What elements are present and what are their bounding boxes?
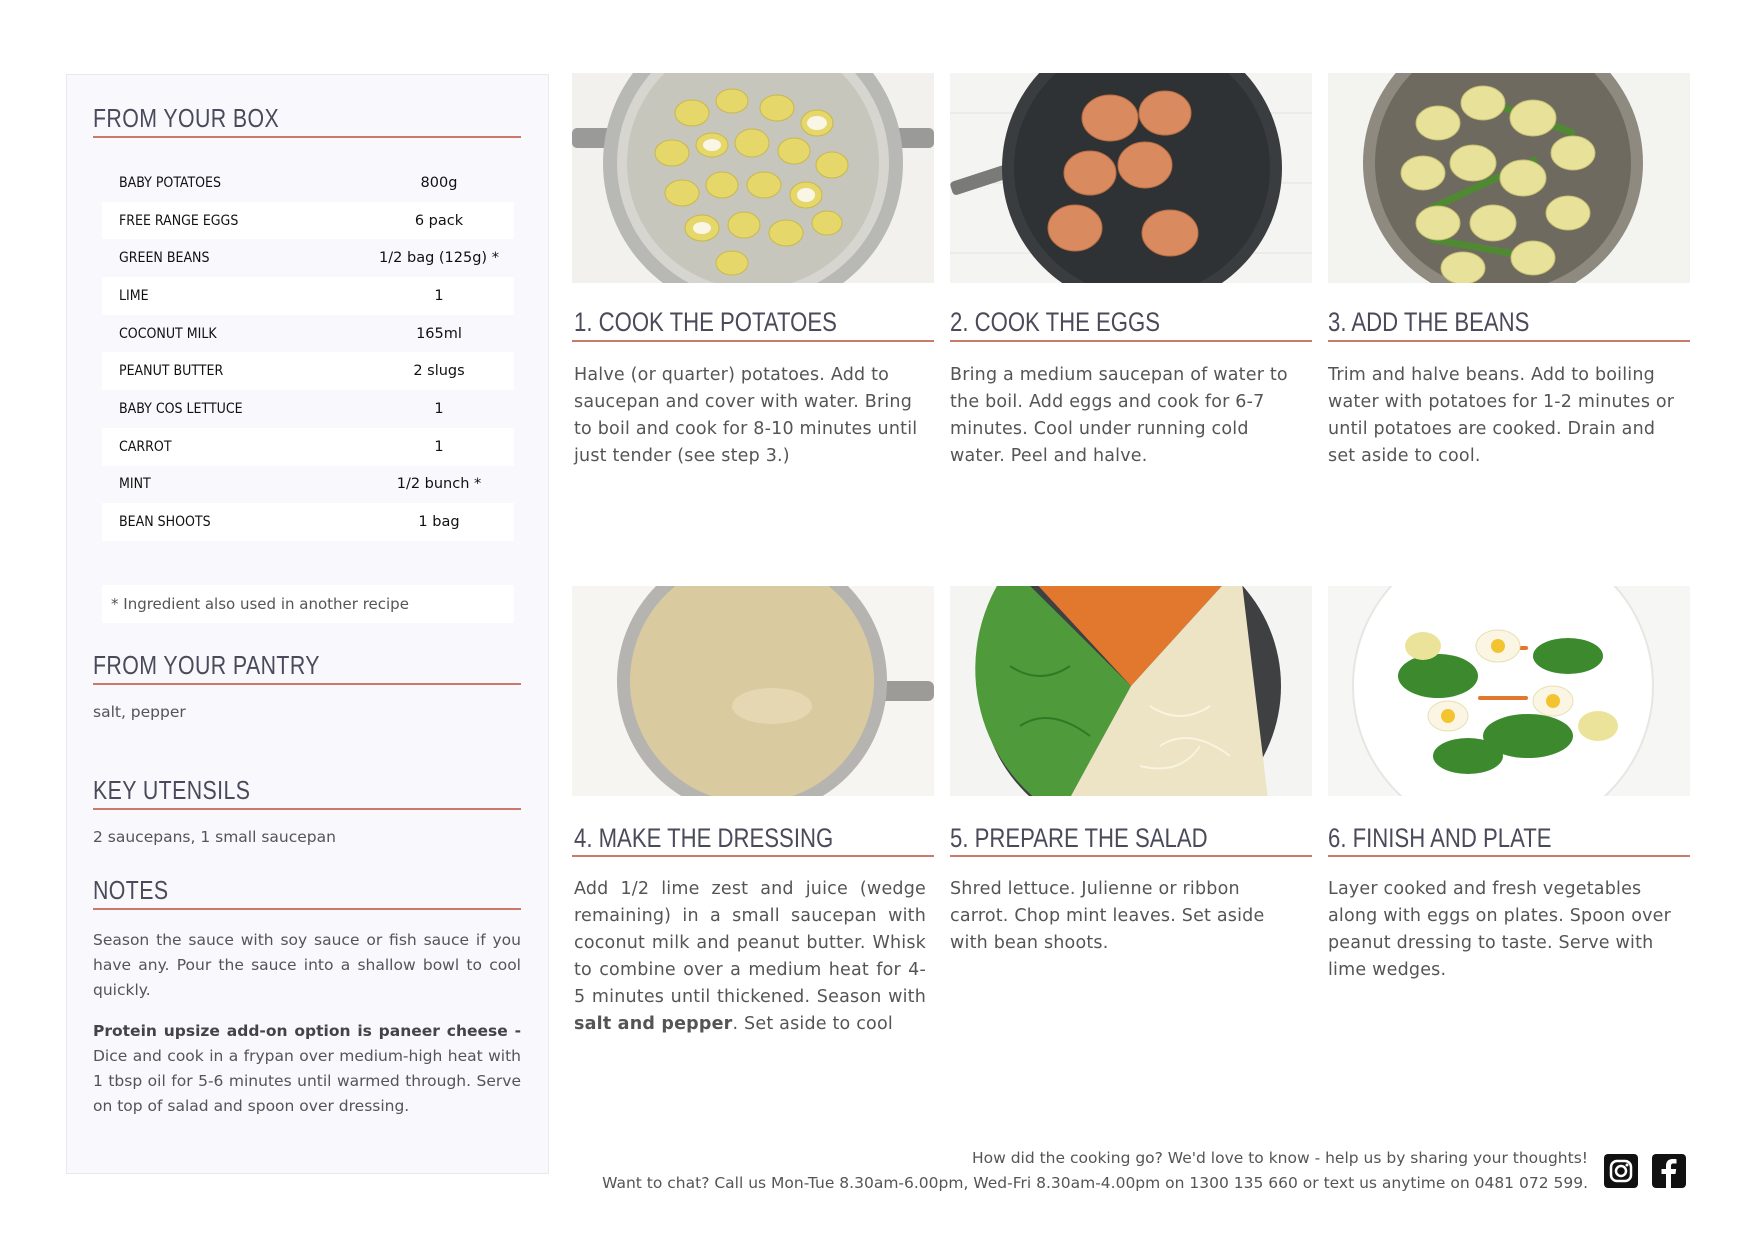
step-2-text: Bring a medium saucepan of water to the boil. Add eggs and cook for 6-7 minutes. Cool under running cold water. Peel and halve.: [950, 365, 1288, 466]
ingredient-qty: 800g: [420, 174, 458, 191]
ingredient-qty: 1/2 bag (125g) *: [379, 250, 499, 267]
step-4-title: 4. MAKE THE DRESSING: [574, 823, 834, 853]
ingredient-qty: 1: [364, 277, 514, 315]
ingredient-name: MINT: [119, 476, 151, 493]
ingredient-qty: 1 bag: [364, 503, 514, 541]
ingredient-name: COCONUT MILK: [119, 325, 217, 342]
step-3-text: Trim and halve beans. Add to boiling water with potatoes for 1-2 minutes or until potatoes are cooked. Drain and set aside to cool.: [1328, 365, 1675, 466]
ingredient-name: BABY POTATOES: [119, 174, 222, 191]
step-6-text: Layer cooked and fresh vegetables along with eggs on plates. Spoon over peanut dressing to taste. Serve with lime wedges.: [1328, 879, 1672, 980]
feedback-text: How did the cooking go? We'd love to know - help us by sharing your thoughts!: [971, 1149, 1588, 1167]
step-2-photo: [950, 73, 1312, 283]
step-divider: [572, 340, 934, 342]
facebook-icon[interactable]: [1652, 1154, 1686, 1188]
ingredient-name: FREE RANGE EGGS: [102, 202, 364, 240]
step-4-text-bold: salt and pepper: [574, 1014, 733, 1034]
ingredient-qty: 6 pack: [364, 202, 514, 240]
ingredient-row: [102, 202, 514, 240]
step-5-text: Shred lettuce. Julienne or ribbon carrot. Chop mint leaves. Set aside with bean shoots.: [950, 879, 1265, 953]
step-6-title: 6. FINISH AND PLATE: [1328, 823, 1552, 853]
ingredient-qty: 1/2 bunch *: [396, 476, 482, 493]
step-4-text-end: . Set aside to cool: [732, 1014, 893, 1034]
instagram-icon[interactable]: [1604, 1154, 1638, 1188]
notes-title: NOTES: [93, 875, 169, 905]
ingredient-row: [102, 315, 514, 353]
section-divider: [93, 683, 521, 685]
section-divider: [93, 136, 521, 138]
ingredients-panel: [66, 74, 549, 1174]
ingredient-row: [102, 390, 514, 428]
ingredient-row: [102, 352, 514, 390]
ingredient-row: [102, 239, 514, 277]
step-6-photo: [1328, 586, 1690, 796]
step-4-text-main: Add 1/2 lime zest and juice (wedge remaining) in a small saucepan with coconut milk and peanut butter. Whisk to combine over a medium heat for 4-5 minutes until thickened. Season with: [574, 879, 926, 1007]
ingredient-row: [102, 466, 514, 504]
protein-upsize-note: [93, 1019, 521, 1119]
step-divider: [950, 855, 1312, 857]
from-your-pantry-title: FROM YOUR PANTRY: [93, 650, 320, 680]
step-divider: [1328, 855, 1690, 857]
ingredient-name: BABY COS LETTUCE: [119, 400, 243, 417]
ingredient-qty: 1: [364, 428, 514, 466]
step-2-title: 2. COOK THE EGGS: [950, 307, 1160, 337]
from-your-box-title: FROM YOUR BOX: [93, 103, 280, 133]
section-divider: [93, 808, 521, 810]
ingredients-table: [102, 164, 514, 541]
ingredient-name: BEAN SHOOTS: [102, 503, 364, 541]
ingredient-name: PEANUT BUTTER: [102, 352, 364, 390]
step-1-text: Halve (or quarter) potatoes. Add to saucepan and cover with water. Bring to boil and cook for 8-10 minutes until just tender (see step 3.): [574, 365, 918, 466]
step-3-title: 3. ADD THE BEANS: [1328, 307, 1530, 337]
ingredient-qty: 165ml: [416, 325, 462, 342]
ingredient-name: CARROT: [102, 428, 364, 466]
protein-upsize-heading: Protein upsize add-on option is paneer cheese -: [93, 1022, 521, 1040]
key-utensils-title: KEY UTENSILS: [93, 775, 251, 805]
step-4-text: [574, 876, 926, 1038]
step-5-photo: [950, 586, 1312, 796]
shared-ingredient-footnote: * Ingredient also used in another recipe: [102, 585, 514, 623]
ingredient-qty: 1: [434, 400, 444, 417]
ingredient-qty: 2 slugs: [364, 352, 514, 390]
step-5-title: 5. PREPARE THE SALAD: [950, 823, 1208, 853]
step-1-photo: [572, 73, 934, 283]
pantry-items: salt, pepper: [93, 703, 186, 721]
section-divider: [93, 908, 521, 910]
step-1-title: 1. COOK THE POTATOES: [574, 307, 837, 337]
step-3-photo: [1328, 73, 1690, 283]
ingredient-row: [102, 164, 514, 202]
ingredient-row: [102, 428, 514, 466]
contact-text: Want to chat? Call us Mon-Tue 8.30am-6.00pm, Wed-Fri 8.30am-4.00pm on 1300 135 660 or text us anytime on 0481 072 599.: [602, 1174, 1588, 1192]
step-4-photo: [572, 586, 934, 796]
utensils-list: 2 saucepans, 1 small saucepan: [93, 828, 336, 846]
protein-upsize-text: Dice and cook in a frypan over medium-high heat with 1 tbsp oil for 5-6 minutes until warmed through. Serve on top of salad and spoon over dressing.: [93, 1047, 521, 1115]
ingredient-name: LIME: [102, 277, 364, 315]
ingredient-row: [102, 503, 514, 541]
step-divider: [950, 340, 1312, 342]
ingredient-name: GREEN BEANS: [119, 250, 210, 267]
notes-paragraph: Season the sauce with soy sauce or fish sauce if you have any. Pour the sauce into a shallow bowl to cool quickly.: [93, 931, 521, 999]
ingredient-row: [102, 277, 514, 315]
step-divider: [572, 855, 934, 857]
step-divider: [1328, 340, 1690, 342]
